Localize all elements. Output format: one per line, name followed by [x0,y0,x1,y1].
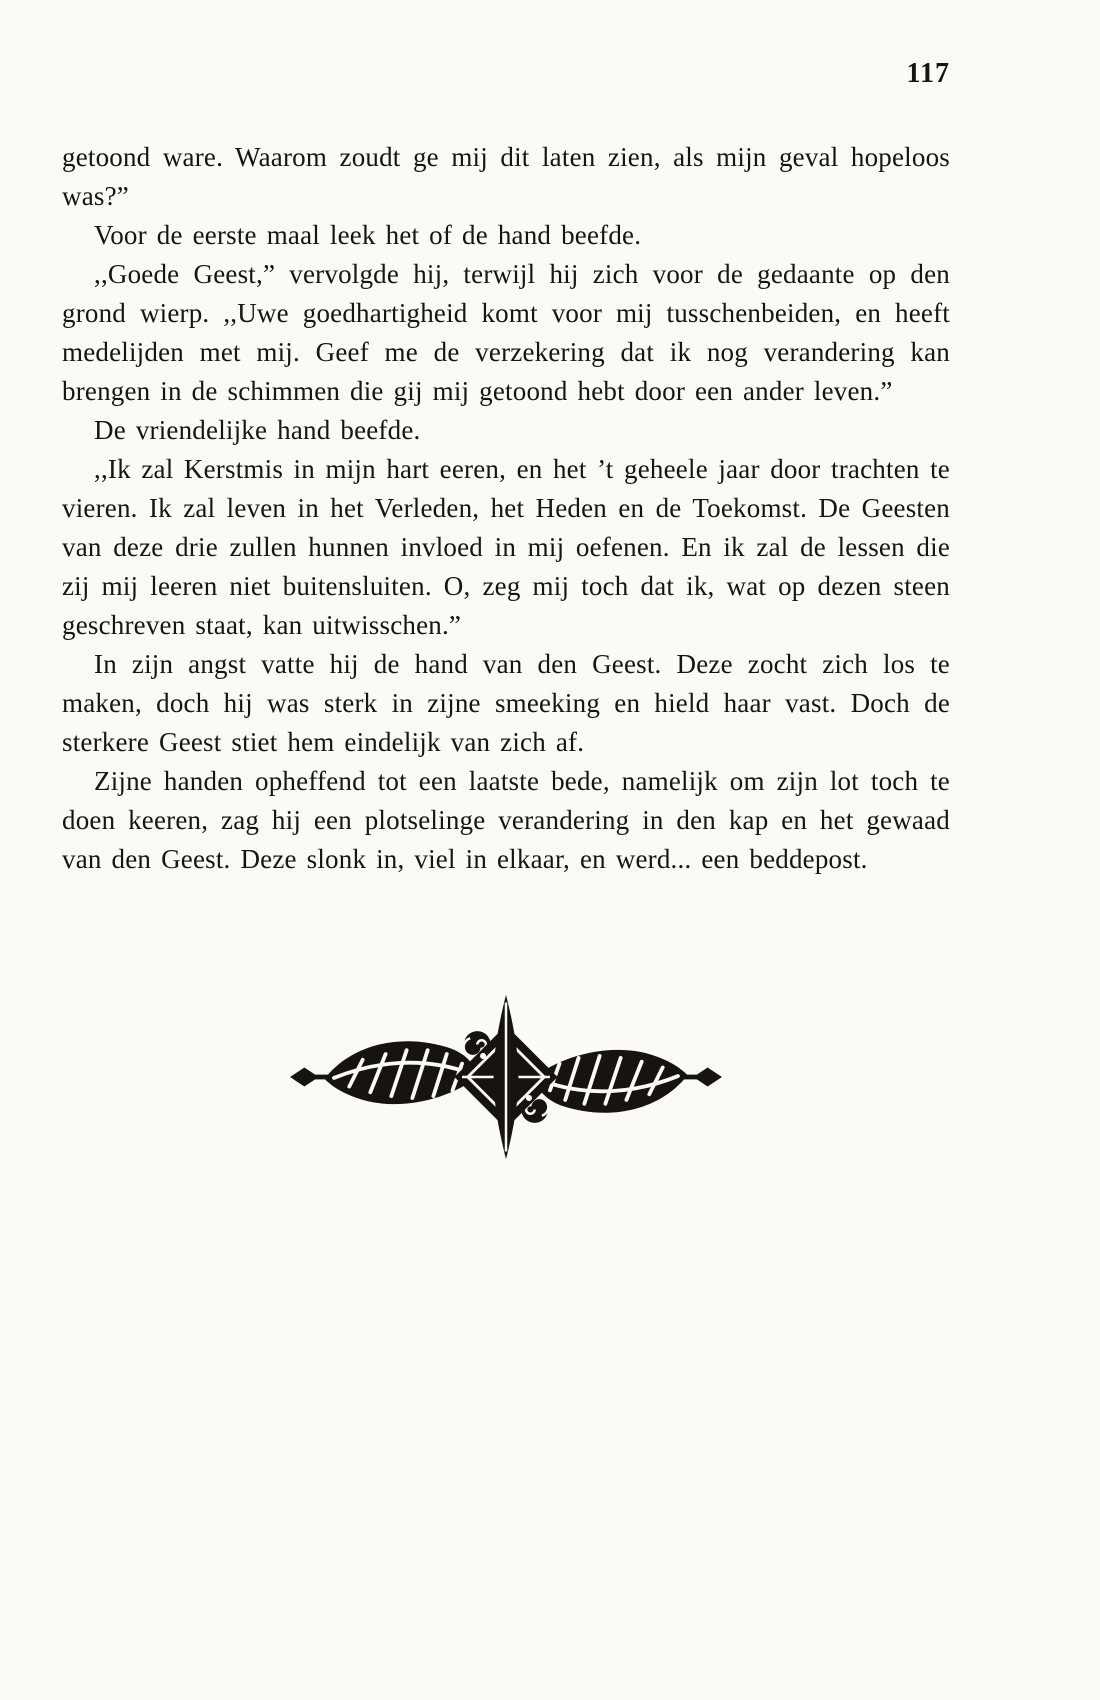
paragraph: Zijne handen opheffend tot een laatste bede, namelijk om zijn lot toch te doen keeren, zag hij een plotselinge verandering in den kap en het gewaad van den Geest. Deze slonk in, viel in elkaar, en werd... een beddepost. [62,766,950,874]
paragraph: In zijn angst vatte hij de hand van den Geest. Deze zocht zich los te maken, doch hij was sterk in zijne smeeking en hield haar vast. Doch de sterkere Geest stiet hem eindelijk van zich af. [62,649,950,757]
page-number: 117 [906,58,950,89]
paragraph: De vriendelijke hand beefde. [94,415,421,445]
body-text [62,138,950,879]
paragraph: getoond ware. Waarom zoudt ge mij dit laten zien, als mijn geval hopeloos was?” [62,142,950,211]
paragraph: ,,Goede Geest,” vervolgde hij, terwijl hij zich voor de gedaante op den grond wierp. ,,Uwe goedhartigheid komt voor mij tusschenbeiden, en heeft medelijden met mij. Geef me de verzekering dat ik nog verandering kan brengen in de schimmen die gij mij getoond hebt door een ander leven.” [62,259,950,406]
page-header [62,58,950,98]
paragraph: Voor de eerste maal leek het of de hand beefde. [94,220,642,250]
paragraph: ,,Ik zal Kerstmis in mijn hart eeren, en het ’t geheele jaar door trachten te vieren. Ik zal leven in het Verleden, het Heden en de Toekomst. De Geesten van deze drie zullen hunnen invloed in mij oefenen. En ik zal de lessen die zij mij leeren niet buitensluiten. O, zeg mij toch dat ik, wat op dezen steen geschreven staat, kan uitwisschen.” [62,454,950,640]
fleuron-ornament-icon [62,991,950,1168]
